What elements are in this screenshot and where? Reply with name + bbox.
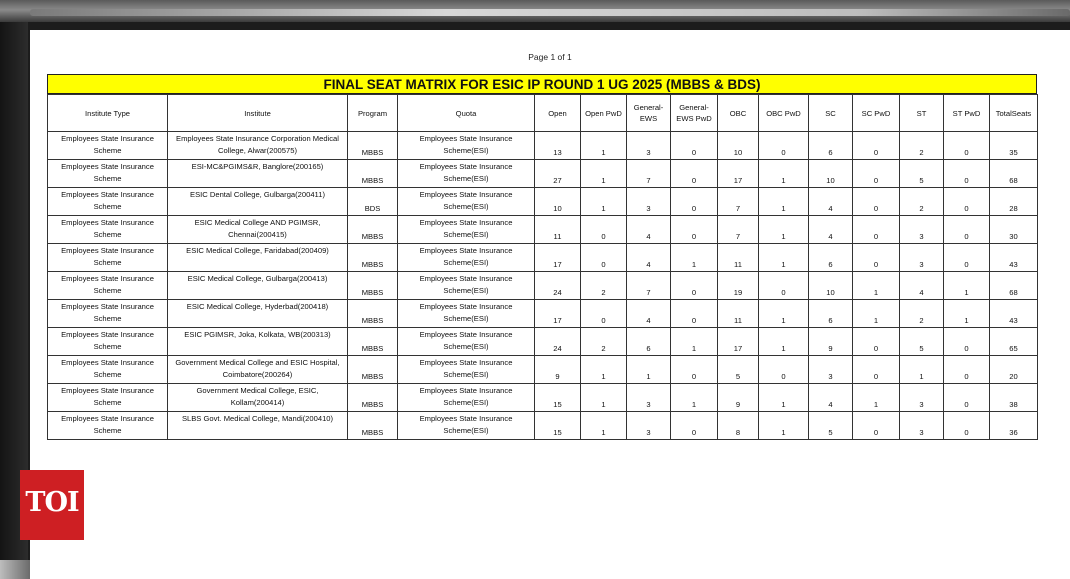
seat-count-cell: 1: [759, 188, 809, 216]
seat-count-cell: 0: [944, 216, 990, 244]
seat-count-cell: 1: [581, 356, 627, 384]
seat-count-cell: 0: [853, 188, 900, 216]
institute-type-cell: Employees State Insurance Scheme: [48, 272, 168, 300]
seat-count-cell: 1: [759, 300, 809, 328]
top-frame-strip: [0, 0, 1070, 22]
column-header: OBC PwD: [759, 95, 809, 132]
institute-cell: ESIC Medical College, Faridabad(200409): [168, 244, 348, 272]
column-header: Program: [348, 95, 398, 132]
seat-count-cell: 3: [900, 412, 944, 440]
seat-count-cell: 13: [535, 132, 581, 160]
program-cell: MBBS: [348, 300, 398, 328]
seat-count-cell: 3: [627, 188, 671, 216]
table-row: [48, 300, 1038, 328]
seat-count-cell: 5: [718, 356, 759, 384]
seat-count-cell: 0: [671, 132, 718, 160]
institute-type-cell: Employees State Insurance Scheme: [48, 300, 168, 328]
seat-count-cell: 36: [990, 412, 1038, 440]
seat-count-cell: 0: [944, 244, 990, 272]
column-header: Open PwD: [581, 95, 627, 132]
top-frame-highlight: [30, 9, 1070, 16]
seat-count-cell: 2: [581, 328, 627, 356]
column-header: General-EWS: [627, 95, 671, 132]
institute-cell: ESI-MC&PGIMS&R, Banglore(200165): [168, 160, 348, 188]
seat-count-cell: 35: [990, 132, 1038, 160]
column-header: SC: [809, 95, 853, 132]
seat-count-cell: 9: [718, 384, 759, 412]
seat-count-cell: 6: [809, 300, 853, 328]
seat-count-cell: 6: [809, 132, 853, 160]
column-header: ST: [900, 95, 944, 132]
seat-count-cell: 20: [990, 356, 1038, 384]
seat-count-cell: 3: [809, 356, 853, 384]
program-cell: MBBS: [348, 244, 398, 272]
institute-cell: Government Medical College and ESIC Hospital, Coimbatore(200264): [168, 356, 348, 384]
seat-count-cell: 5: [900, 328, 944, 356]
seat-count-cell: 4: [627, 216, 671, 244]
column-header: Institute: [168, 95, 348, 132]
program-cell: MBBS: [348, 384, 398, 412]
table-row: [48, 412, 1038, 440]
institute-type-cell: Employees State Insurance Scheme: [48, 244, 168, 272]
page-number: Page 1 of 1: [528, 52, 572, 62]
program-cell: MBBS: [348, 356, 398, 384]
institute-type-cell: Employees State Insurance Scheme: [48, 160, 168, 188]
quota-cell: Employees State Insurance Scheme(ESI): [398, 356, 535, 384]
seat-count-cell: 43: [990, 300, 1038, 328]
seat-count-cell: 1: [853, 300, 900, 328]
column-header: Institute Type: [48, 95, 168, 132]
institute-type-cell: Employees State Insurance Scheme: [48, 216, 168, 244]
seat-count-cell: 10: [718, 132, 759, 160]
seat-count-cell: 2: [581, 272, 627, 300]
seat-count-cell: 24: [535, 272, 581, 300]
seat-count-cell: 7: [718, 188, 759, 216]
program-cell: MBBS: [348, 160, 398, 188]
quota-cell: Employees State Insurance Scheme(ESI): [398, 132, 535, 160]
table-row: [48, 216, 1038, 244]
institute-cell: ESIC Dental College, Gulbarga(200411): [168, 188, 348, 216]
seat-count-cell: 1: [853, 384, 900, 412]
table-row: [48, 384, 1038, 412]
seat-count-cell: 17: [535, 244, 581, 272]
seat-count-cell: 0: [671, 412, 718, 440]
seat-count-cell: 0: [671, 188, 718, 216]
seat-count-cell: 5: [809, 412, 853, 440]
seat-count-cell: 4: [627, 244, 671, 272]
seat-count-cell: 1: [759, 384, 809, 412]
seat-count-cell: 10: [809, 160, 853, 188]
column-header: General-EWS PwD: [671, 95, 718, 132]
seat-matrix-title: FINAL SEAT MATRIX FOR ESIC IP ROUND 1 UG 2025 (MBBS & BDS): [47, 74, 1037, 94]
seat-count-cell: 3: [900, 216, 944, 244]
seat-count-cell: 0: [944, 384, 990, 412]
table-header-row: [48, 95, 1038, 132]
quota-cell: Employees State Insurance Scheme(ESI): [398, 384, 535, 412]
table-row: [48, 160, 1038, 188]
seat-count-cell: 11: [718, 300, 759, 328]
seat-count-cell: 0: [853, 328, 900, 356]
quota-cell: Employees State Insurance Scheme(ESI): [398, 188, 535, 216]
quota-cell: Employees State Insurance Scheme(ESI): [398, 412, 535, 440]
seat-count-cell: 9: [809, 328, 853, 356]
seat-count-cell: 38: [990, 384, 1038, 412]
seat-count-cell: 43: [990, 244, 1038, 272]
column-header: Quota: [398, 95, 535, 132]
table-row: [48, 244, 1038, 272]
seat-count-cell: 7: [627, 160, 671, 188]
table-body: [48, 132, 1038, 440]
seat-count-cell: 1: [671, 384, 718, 412]
seat-count-cell: 0: [853, 160, 900, 188]
seat-count-cell: 1: [853, 272, 900, 300]
quota-cell: Employees State Insurance Scheme(ESI): [398, 160, 535, 188]
table-row: [48, 356, 1038, 384]
seat-count-cell: 4: [809, 216, 853, 244]
seat-count-cell: 1: [759, 328, 809, 356]
seat-count-cell: 0: [759, 132, 809, 160]
seat-count-cell: 0: [944, 412, 990, 440]
seat-count-cell: 1: [759, 244, 809, 272]
seat-count-cell: 5: [900, 160, 944, 188]
seat-count-cell: 0: [944, 356, 990, 384]
seat-count-cell: 0: [671, 356, 718, 384]
institute-type-cell: Employees State Insurance Scheme: [48, 412, 168, 440]
seat-count-cell: 9: [535, 356, 581, 384]
seat-count-cell: 24: [535, 328, 581, 356]
column-header: Open: [535, 95, 581, 132]
seat-count-cell: 0: [671, 272, 718, 300]
column-header: TotalSeats: [990, 95, 1038, 132]
institute-cell: ESIC Medical College, Gulbarga(200413): [168, 272, 348, 300]
seat-count-cell: 8: [718, 412, 759, 440]
institute-type-cell: Employees State Insurance Scheme: [48, 328, 168, 356]
seat-count-cell: 1: [900, 356, 944, 384]
seat-count-cell: 0: [944, 188, 990, 216]
seat-count-cell: 15: [535, 412, 581, 440]
institute-cell: ESIC Medical College, Hyderbad(200418): [168, 300, 348, 328]
seat-count-cell: 28: [990, 188, 1038, 216]
seat-count-cell: 1: [581, 160, 627, 188]
seat-count-cell: 0: [671, 160, 718, 188]
institute-cell: ESIC PGIMSR, Joka, Kolkata, WB(200313): [168, 328, 348, 356]
seat-count-cell: 0: [853, 216, 900, 244]
program-cell: MBBS: [348, 132, 398, 160]
seat-count-cell: 17: [718, 160, 759, 188]
toi-logo: TOI: [20, 470, 84, 540]
table-row: [48, 132, 1038, 160]
document-page: [30, 30, 1070, 579]
seat-count-cell: 3: [900, 384, 944, 412]
quota-cell: Employees State Insurance Scheme(ESI): [398, 216, 535, 244]
seat-count-cell: 7: [627, 272, 671, 300]
institute-type-cell: Employees State Insurance Scheme: [48, 132, 168, 160]
seat-count-cell: 1: [759, 160, 809, 188]
seat-count-cell: 0: [759, 356, 809, 384]
seat-count-cell: 4: [809, 384, 853, 412]
seat-count-cell: 27: [535, 160, 581, 188]
seat-count-cell: 4: [809, 188, 853, 216]
seat-count-cell: 1: [627, 356, 671, 384]
seat-count-cell: 0: [944, 132, 990, 160]
seat-count-cell: 0: [944, 328, 990, 356]
seat-count-cell: 6: [627, 328, 671, 356]
seat-count-cell: 10: [809, 272, 853, 300]
quota-cell: Employees State Insurance Scheme(ESI): [398, 328, 535, 356]
seat-count-cell: 3: [627, 384, 671, 412]
institute-cell: ESIC Medical College AND PGIMSR, Chennai(200415): [168, 216, 348, 244]
seat-count-cell: 65: [990, 328, 1038, 356]
program-cell: MBBS: [348, 412, 398, 440]
seat-count-cell: 0: [671, 216, 718, 244]
institute-cell: Government Medical College, ESIC, Kollam(200414): [168, 384, 348, 412]
program-cell: MBBS: [348, 328, 398, 356]
seat-count-cell: 0: [853, 356, 900, 384]
seat-matrix-table: [47, 94, 1038, 440]
seat-count-cell: 17: [718, 328, 759, 356]
institute-type-cell: Employees State Insurance Scheme: [48, 356, 168, 384]
table-row: [48, 272, 1038, 300]
seat-count-cell: 0: [759, 272, 809, 300]
seat-count-cell: 3: [627, 412, 671, 440]
quota-cell: Employees State Insurance Scheme(ESI): [398, 300, 535, 328]
seat-count-cell: 11: [535, 216, 581, 244]
seat-count-cell: 6: [809, 244, 853, 272]
seat-count-cell: 3: [900, 244, 944, 272]
seat-count-cell: 30: [990, 216, 1038, 244]
seat-count-cell: 15: [535, 384, 581, 412]
seat-count-cell: 0: [671, 300, 718, 328]
institute-cell: Employees State Insurance Corporation Medical College, Alwar(200575): [168, 132, 348, 160]
seat-count-cell: 2: [900, 188, 944, 216]
seat-count-cell: 17: [535, 300, 581, 328]
seat-count-cell: 3: [627, 132, 671, 160]
seat-count-cell: 7: [718, 216, 759, 244]
seat-count-cell: 68: [990, 272, 1038, 300]
seat-count-cell: 1: [759, 216, 809, 244]
program-cell: MBBS: [348, 216, 398, 244]
seat-count-cell: 0: [581, 300, 627, 328]
seat-count-cell: 1: [581, 384, 627, 412]
seat-count-cell: 0: [853, 412, 900, 440]
seat-count-cell: 10: [535, 188, 581, 216]
seat-count-cell: 4: [627, 300, 671, 328]
seat-count-cell: 1: [944, 272, 990, 300]
program-cell: MBBS: [348, 272, 398, 300]
seat-count-cell: 1: [581, 132, 627, 160]
institute-type-cell: Employees State Insurance Scheme: [48, 188, 168, 216]
seat-count-cell: 1: [581, 188, 627, 216]
seat-count-cell: 1: [671, 244, 718, 272]
seat-count-cell: 1: [581, 412, 627, 440]
seat-count-cell: 1: [671, 328, 718, 356]
seat-count-cell: 1: [759, 412, 809, 440]
seat-count-cell: 0: [944, 160, 990, 188]
table-row: [48, 328, 1038, 356]
program-cell: BDS: [348, 188, 398, 216]
seat-count-cell: 0: [853, 244, 900, 272]
quota-cell: Employees State Insurance Scheme(ESI): [398, 244, 535, 272]
table-row: [48, 188, 1038, 216]
seat-count-cell: 2: [900, 300, 944, 328]
institute-type-cell: Employees State Insurance Scheme: [48, 384, 168, 412]
quota-cell: Employees State Insurance Scheme(ESI): [398, 272, 535, 300]
seat-count-cell: 0: [581, 244, 627, 272]
column-header: SC PwD: [853, 95, 900, 132]
column-header: OBC: [718, 95, 759, 132]
seat-count-cell: 0: [853, 132, 900, 160]
seat-count-cell: 2: [900, 132, 944, 160]
seat-count-cell: 68: [990, 160, 1038, 188]
column-header: ST PwD: [944, 95, 990, 132]
seat-count-cell: 19: [718, 272, 759, 300]
seat-count-cell: 0: [581, 216, 627, 244]
seat-count-cell: 1: [944, 300, 990, 328]
seat-count-cell: 4: [900, 272, 944, 300]
seat-count-cell: 11: [718, 244, 759, 272]
institute-cell: SLBS Govt. Medical College, Mandi(200410): [168, 412, 348, 440]
